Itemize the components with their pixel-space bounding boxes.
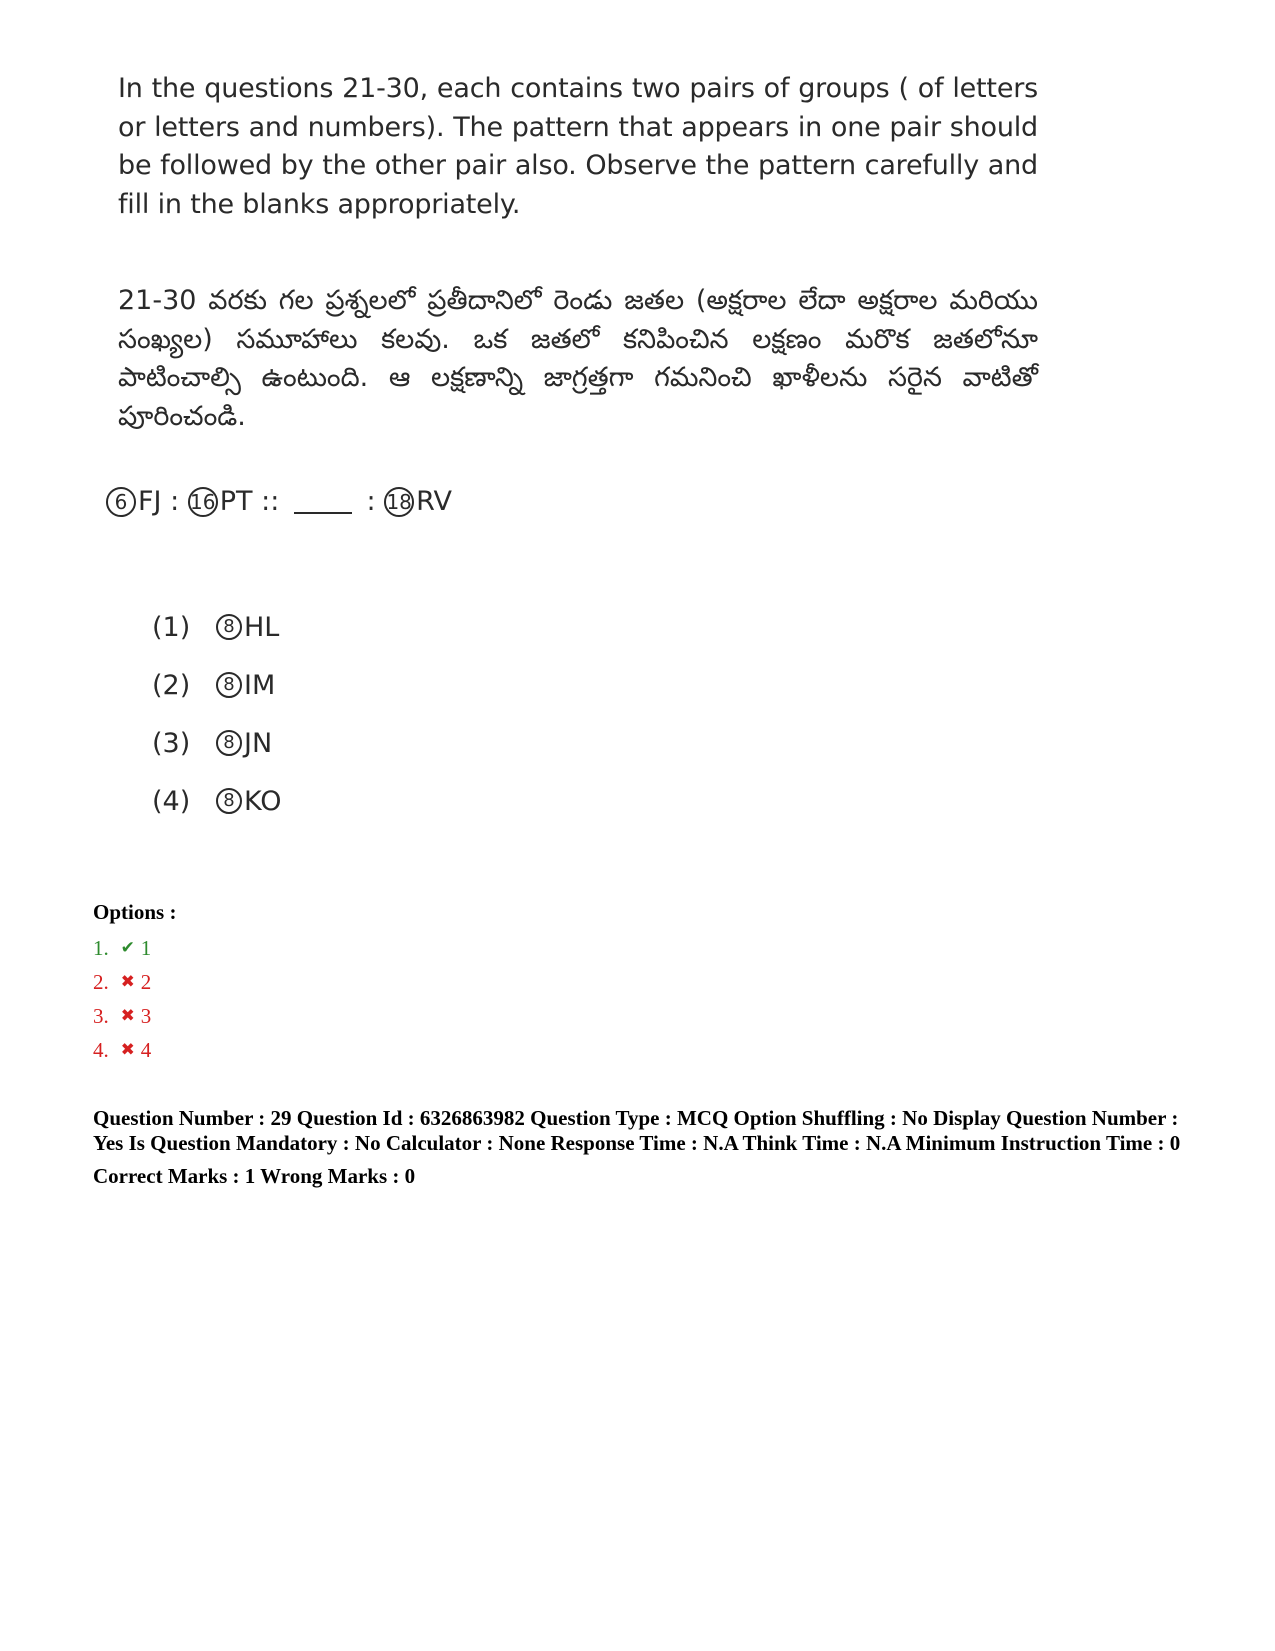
option-item	[93, 999, 176, 1033]
cross-icon: ✖	[120, 1006, 135, 1025]
question-details: Question Number : 29 Question Id : 6326863982 Question Type : MCQ Option Shuffling : No Display Question Number : Yes Is Question Mandatory : No Calculator : None Response Time : N.A Think Time : N.A Minimum Instruction Time : 0	[93, 1106, 1181, 1155]
pattern-separator: :	[161, 486, 188, 517]
choice-label: (2)	[152, 669, 191, 701]
choice-label: (4)	[152, 785, 191, 817]
choice-letters: HL	[244, 611, 280, 643]
pattern-letters: PT	[219, 486, 253, 517]
option-value: 1	[140, 935, 152, 960]
option-number: 3.	[93, 1003, 109, 1028]
question-body	[118, 70, 1038, 436]
question-metadata	[93, 1106, 1183, 1189]
check-icon: ✔	[120, 938, 135, 957]
option-number: 1.	[93, 935, 109, 960]
circled-number: 8	[216, 672, 242, 698]
marks-info: Correct Marks : 1 Wrong Marks : 0	[93, 1164, 416, 1188]
circled-number: 6	[106, 487, 136, 517]
analogy-pattern	[106, 486, 452, 517]
pattern-letters: RV	[416, 486, 452, 517]
option-value: 4	[140, 1037, 152, 1062]
circled-number: 8	[216, 788, 242, 814]
circled-number: 18	[384, 487, 414, 517]
choice-letters: IM	[244, 669, 276, 701]
choice-item	[152, 772, 281, 830]
pattern-separator: :	[357, 486, 385, 517]
circled-number: 8	[216, 614, 242, 640]
pattern-separator: ::	[252, 486, 288, 517]
choice-letters: JN	[244, 727, 273, 759]
choice-letters: KO	[244, 785, 282, 817]
options-list	[93, 900, 176, 1067]
cross-icon: ✖	[120, 972, 135, 991]
answer-choices	[152, 598, 281, 830]
option-item	[93, 1033, 176, 1067]
choice-label: (1)	[152, 611, 191, 643]
instruction-english: In the questions 21-30, each contains two pairs of groups ( of letters or letters and numbers). The pattern that appears in one pair should be followed by the other pair also. Observe the pattern carefully and fill in the blanks appropriately.	[118, 73, 1038, 220]
option-item	[93, 931, 176, 965]
option-item	[93, 965, 176, 999]
options-title: Options :	[93, 900, 177, 924]
circled-number: 16	[188, 487, 218, 517]
choice-item	[152, 714, 281, 772]
choice-label: (3)	[152, 727, 191, 759]
answer-blank	[294, 490, 352, 514]
pattern-letters: FJ	[138, 486, 162, 517]
choice-item	[152, 598, 281, 656]
circled-number: 8	[216, 730, 242, 756]
option-value: 3	[140, 1003, 152, 1028]
instruction-telugu: 21-30 వరకు గల ప్రశ్నలలో ప్రతీదానిలో రెండు జతల (అక్షరాల లేదా అక్షరాల మరియు సంఖ్యల) సమూహాలు కలవు. ఒక జతలో కనిపించిన లక్షణం మరొక జతలోనూ పాటించాల్సి ఉంటుంది. ఆ లక్షణాన్ని జాగ్రత్తగా గమనించి ఖాళీలను సరైన వాటితో పూరించండి.	[118, 285, 1038, 432]
option-number: 4.	[93, 1037, 109, 1062]
option-number: 2.	[93, 969, 109, 994]
cross-icon: ✖	[120, 1040, 135, 1059]
choice-item	[152, 656, 281, 714]
option-value: 2	[140, 969, 152, 994]
